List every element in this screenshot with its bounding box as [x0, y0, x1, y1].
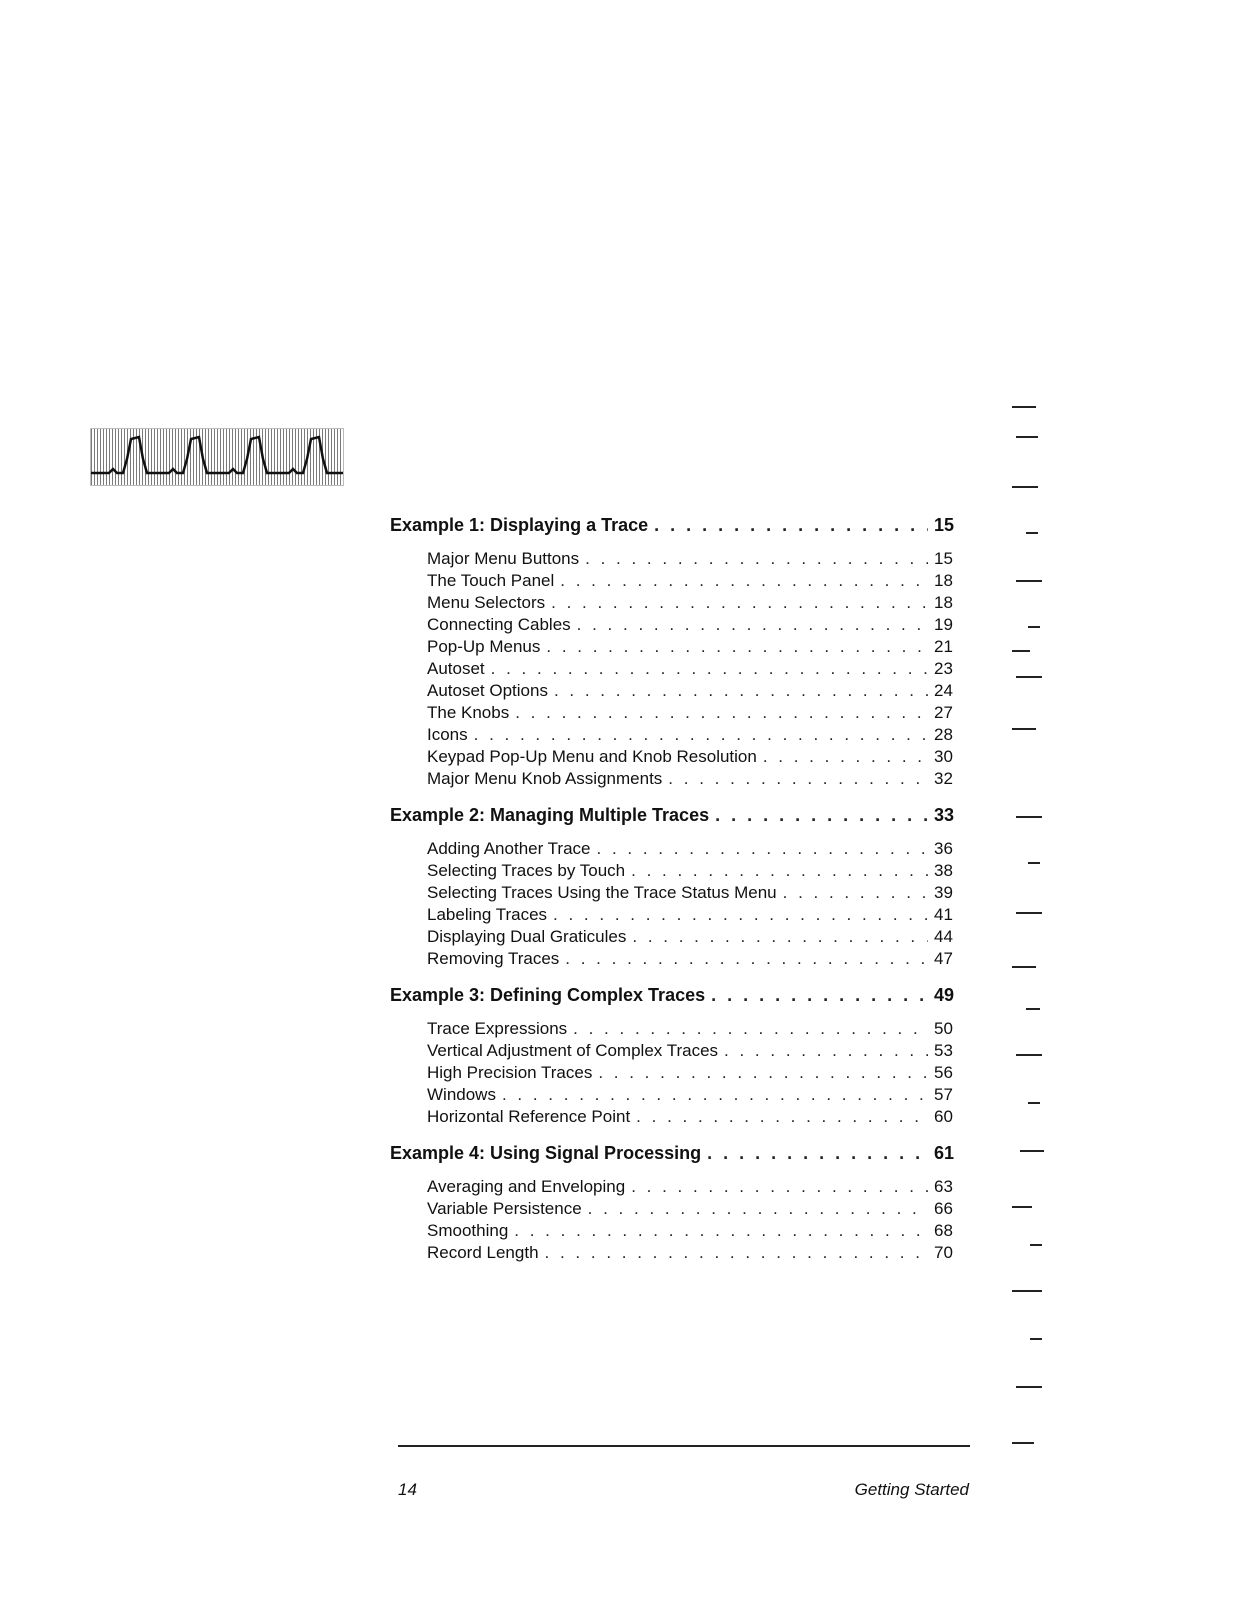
entry-page-number: 56	[934, 1063, 953, 1082]
entry-page-number: 23	[934, 659, 953, 678]
entry-title: Variable Persistence	[427, 1199, 582, 1218]
entry-title: Vertical Adjustment of Complex Traces	[427, 1041, 719, 1060]
entry-title: Adding Another Trace	[427, 839, 591, 858]
toc-section-heading	[390, 512, 970, 538]
dot-leader	[711, 982, 928, 1008]
edge-tab-mark	[1016, 676, 1042, 678]
dot-leader	[631, 1176, 928, 1198]
dot-leader	[632, 926, 928, 948]
entry-page-number: 50	[934, 1019, 953, 1038]
dot-leader	[514, 1220, 928, 1242]
edge-tab-mark	[1012, 1290, 1042, 1292]
edge-tab-mark	[1028, 626, 1040, 628]
dot-leader	[560, 570, 928, 592]
dot-leader	[515, 702, 928, 724]
toc-entry	[390, 702, 970, 724]
edge-tab-mark	[1030, 1338, 1042, 1340]
toc-entry	[390, 882, 970, 904]
entry-page-number: 30	[934, 747, 953, 766]
section-title: Example 1: Displaying a Trace	[390, 515, 649, 535]
toc-entry	[390, 1242, 970, 1264]
entry-title: High Precision Traces	[427, 1063, 593, 1082]
entry-title: Connecting Cables	[427, 615, 571, 634]
edge-tab-mark	[1012, 650, 1030, 652]
entry-page-number: 41	[934, 905, 953, 924]
toc-entry	[390, 904, 970, 926]
dot-leader	[551, 592, 928, 614]
dot-leader	[573, 1018, 928, 1040]
dot-leader	[554, 680, 928, 702]
toc-section-heading	[390, 1140, 970, 1166]
entry-title: The Touch Panel	[427, 571, 555, 590]
toc-section	[390, 1140, 970, 1264]
dot-leader	[545, 1242, 928, 1264]
toc-entry	[390, 1106, 970, 1128]
toc-entry	[390, 926, 970, 948]
dot-leader	[491, 658, 928, 680]
edge-index-tabs	[1000, 370, 1060, 1470]
toc-entry	[390, 724, 970, 746]
entry-page-number: 53	[934, 1041, 953, 1060]
toc-section	[390, 512, 970, 790]
entry-page-number: 24	[934, 681, 953, 700]
entry-page-number: 63	[934, 1177, 953, 1196]
toc-section-heading	[390, 802, 970, 828]
dot-leader	[577, 614, 928, 636]
toc-entry	[390, 1040, 970, 1062]
dot-leader	[668, 768, 928, 790]
entry-title: Record Length	[427, 1243, 539, 1262]
toc-entry	[390, 860, 970, 882]
toc-entry-list	[390, 548, 970, 790]
entry-page-number: 18	[934, 571, 953, 590]
entry-page-number: 36	[934, 839, 953, 858]
entry-title: Keypad Pop-Up Menu and Knob Resolution	[427, 747, 757, 766]
entry-page-number: 32	[934, 769, 953, 788]
edge-tab-mark	[1012, 486, 1038, 488]
toc-entry	[390, 1198, 970, 1220]
toc-entry	[390, 680, 970, 702]
toc-entry	[390, 948, 970, 970]
entry-title: Horizontal Reference Point	[427, 1107, 631, 1126]
edge-tab-mark	[1020, 1150, 1044, 1152]
toc-section	[390, 982, 970, 1128]
entry-title: The Knobs	[427, 703, 510, 722]
toc-entry	[390, 1220, 970, 1242]
entry-page-number: 60	[934, 1107, 953, 1126]
edge-tab-mark	[1016, 912, 1042, 914]
entry-title: Icons	[427, 725, 468, 744]
dot-leader	[636, 1106, 928, 1128]
edge-tab-mark	[1030, 1244, 1042, 1246]
section-page-number: 61	[934, 1143, 955, 1163]
section-page-number: 49	[934, 985, 955, 1005]
entry-title: Labeling Traces	[427, 905, 548, 924]
edge-tab-mark	[1016, 1054, 1042, 1056]
entry-title: Selecting Traces by Touch	[427, 861, 626, 880]
dot-leader	[546, 636, 928, 658]
entry-title: Autoset	[427, 659, 485, 678]
edge-tab-mark	[1026, 1008, 1040, 1010]
entry-page-number: 66	[934, 1199, 953, 1218]
dot-leader	[565, 948, 928, 970]
dot-leader	[763, 746, 928, 768]
waveform-logo-icon	[90, 428, 344, 486]
toc-section-heading	[390, 982, 970, 1008]
entry-page-number: 19	[934, 615, 953, 634]
toc-entry-list	[390, 1018, 970, 1128]
toc-entry	[390, 548, 970, 570]
entry-page-number: 57	[934, 1085, 953, 1104]
section-title: Example 3: Defining Complex Traces	[390, 985, 706, 1005]
footer-page-number: 14	[398, 1480, 417, 1499]
dot-leader	[553, 904, 928, 926]
edge-tab-mark	[1016, 1386, 1042, 1388]
dot-leader	[715, 802, 928, 828]
waveform-trace-icon	[91, 429, 343, 485]
entry-page-number: 70	[934, 1243, 953, 1262]
entry-title: Autoset Options	[427, 681, 548, 700]
edge-tab-mark	[1028, 862, 1040, 864]
dot-leader	[707, 1140, 928, 1166]
dot-leader	[783, 882, 928, 904]
entry-page-number: 47	[934, 949, 953, 968]
edge-tab-mark	[1016, 580, 1042, 582]
toc-entry	[390, 658, 970, 680]
section-page-number: 33	[934, 805, 955, 825]
toc-entry	[390, 636, 970, 658]
dot-leader	[631, 860, 928, 882]
dot-leader	[597, 838, 928, 860]
footer-book-title: Getting Started	[854, 1480, 969, 1499]
edge-tab-mark	[1012, 966, 1036, 968]
entry-page-number: 68	[934, 1221, 953, 1240]
edge-tab-mark	[1012, 1442, 1034, 1444]
edge-tab-mark	[1016, 436, 1038, 438]
entry-title: Averaging and Enveloping	[427, 1177, 626, 1196]
toc-entry-list	[390, 838, 970, 970]
toc-entry	[390, 1062, 970, 1084]
entry-title: Smoothing	[427, 1221, 509, 1240]
dot-leader	[588, 1198, 928, 1220]
entry-title: Major Menu Knob Assignments	[427, 769, 663, 788]
edge-tab-mark	[1026, 532, 1038, 534]
entry-page-number: 21	[934, 637, 953, 656]
toc-entry	[390, 1018, 970, 1040]
entry-page-number: 38	[934, 861, 953, 880]
toc-entry-list	[390, 1176, 970, 1264]
dot-leader	[724, 1040, 928, 1062]
toc-section	[390, 802, 970, 970]
edge-tab-mark	[1016, 816, 1042, 818]
entry-title: Windows	[427, 1085, 496, 1104]
entry-page-number: 28	[934, 725, 953, 744]
toc-entry	[390, 1176, 970, 1198]
entry-title: Major Menu Buttons	[427, 549, 580, 568]
entry-page-number: 44	[934, 927, 953, 946]
section-title: Example 4: Using Signal Processing	[390, 1143, 702, 1163]
edge-tab-mark	[1012, 406, 1036, 408]
toc-entry	[390, 592, 970, 614]
toc-entry	[390, 614, 970, 636]
entry-title: Trace Expressions	[427, 1019, 568, 1038]
edge-tab-mark	[1012, 728, 1036, 730]
section-title: Example 2: Managing Multiple Traces	[390, 805, 710, 825]
footer-rule	[398, 1445, 970, 1447]
toc-entry	[390, 1084, 970, 1106]
entry-page-number: 18	[934, 593, 953, 612]
edge-tab-mark	[1012, 1206, 1032, 1208]
table-of-contents	[390, 512, 970, 1276]
toc-entry	[390, 570, 970, 592]
edge-tab-mark	[1028, 1102, 1040, 1104]
entry-page-number: 39	[934, 883, 953, 902]
dot-leader	[598, 1062, 928, 1084]
entry-title: Displaying Dual Graticules	[427, 927, 627, 946]
dot-leader	[585, 548, 928, 570]
entry-title: Selecting Traces Using the Trace Status Menu	[427, 883, 777, 902]
entry-page-number: 15	[934, 549, 953, 568]
toc-entry	[390, 838, 970, 860]
dot-leader	[654, 512, 928, 538]
entry-title: Pop-Up Menus	[427, 637, 541, 656]
entry-title: Menu Selectors	[427, 593, 546, 612]
dot-leader	[502, 1084, 928, 1106]
toc-entry	[390, 746, 970, 768]
entry-title: Removing Traces	[427, 949, 560, 968]
dot-leader	[474, 724, 928, 746]
section-page-number: 15	[934, 515, 955, 535]
entry-page-number: 27	[934, 703, 953, 722]
toc-entry	[390, 768, 970, 790]
